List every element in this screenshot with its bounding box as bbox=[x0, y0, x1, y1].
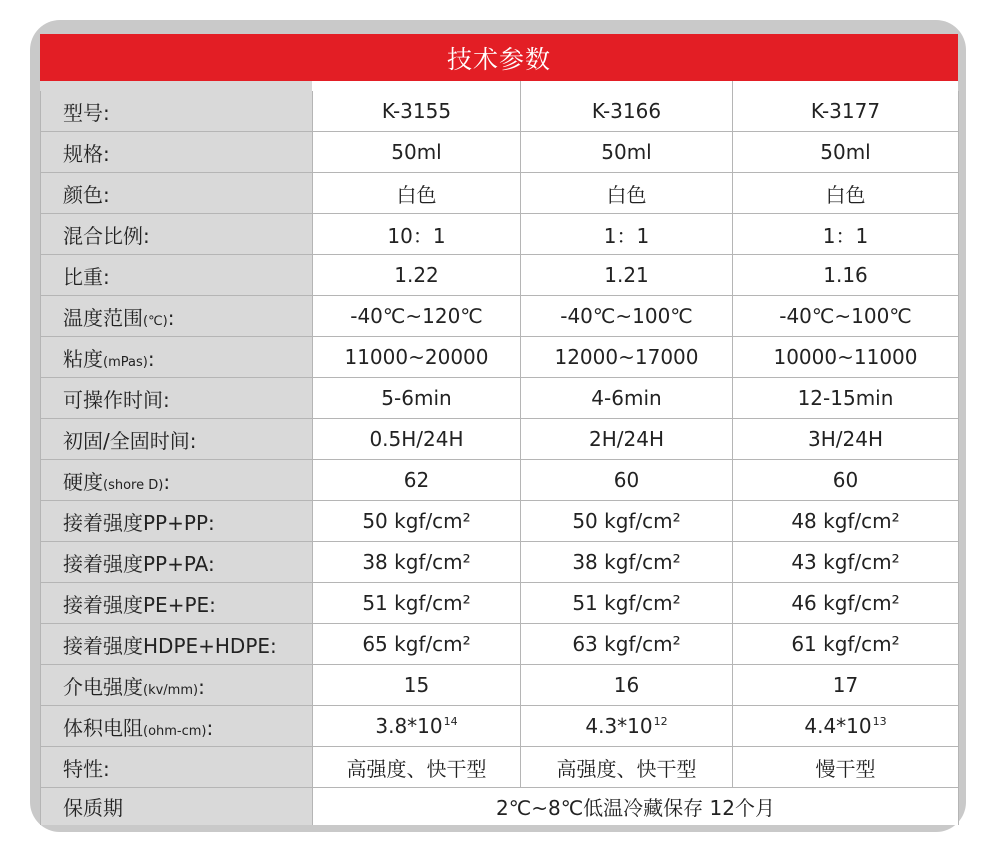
cell-value: 65 kgf/cm² bbox=[313, 624, 521, 665]
cell-value: 白色 bbox=[521, 173, 733, 214]
cell-value: 50 kgf/cm² bbox=[313, 501, 521, 542]
exponent: 14 bbox=[443, 715, 458, 728]
table-row bbox=[41, 501, 959, 542]
row-label: 温度范围(℃): bbox=[41, 296, 313, 337]
cell-value: 1.22 bbox=[313, 255, 521, 296]
table-row bbox=[41, 460, 959, 501]
cell-value: 12-15min bbox=[733, 378, 959, 419]
table-row bbox=[41, 378, 959, 419]
table-row bbox=[41, 132, 959, 173]
cell-value: 38 kgf/cm² bbox=[313, 542, 521, 583]
row-label: 特性: bbox=[41, 747, 313, 788]
cell-value: 51 kgf/cm² bbox=[313, 583, 521, 624]
cell-value: 1.21 bbox=[521, 255, 733, 296]
table-row bbox=[41, 542, 959, 583]
table-row bbox=[41, 419, 959, 460]
cell-value: 高强度、快干型 bbox=[521, 747, 733, 788]
row-label: 接着强度HDPE+HDPE: bbox=[41, 624, 313, 665]
model-name: K-3155 bbox=[313, 91, 521, 132]
cell-value: 46 kgf/cm² bbox=[733, 583, 959, 624]
cell-value: 4-6min bbox=[521, 378, 733, 419]
table-row bbox=[41, 214, 959, 255]
unit-label: (ohm-cm) bbox=[143, 723, 207, 739]
cell-value: 50ml bbox=[313, 132, 521, 173]
unit-label: (kv/mm) bbox=[143, 682, 199, 698]
cell-value: 50 kgf/cm² bbox=[521, 501, 733, 542]
row-label: 型号: bbox=[41, 91, 313, 132]
row-label: 初固/全固时间: bbox=[41, 419, 313, 460]
row-label: 接着强度PP+PP: bbox=[41, 501, 313, 542]
unit-label: (mPas) bbox=[103, 354, 148, 370]
cell-value: 白色 bbox=[733, 173, 959, 214]
cell-value: 60 bbox=[733, 460, 959, 501]
table-row-model bbox=[41, 91, 959, 132]
unit-label: (shore D) bbox=[103, 477, 164, 493]
cell-value: 48 kgf/cm² bbox=[733, 501, 959, 542]
cell-value: 50ml bbox=[521, 132, 733, 173]
cell-value: -40℃~100℃ bbox=[521, 296, 733, 337]
cell-value: 3H/24H bbox=[733, 419, 959, 460]
cell-value: 63 kgf/cm² bbox=[521, 624, 733, 665]
row-label: 混合比例: bbox=[41, 214, 313, 255]
cell-value: 60 bbox=[521, 460, 733, 501]
table-row-storage bbox=[41, 788, 959, 826]
table-row bbox=[41, 337, 959, 378]
cell-value: 51 kgf/cm² bbox=[521, 583, 733, 624]
cell-value: 16 bbox=[521, 665, 733, 706]
row-label: 保质期 bbox=[41, 788, 313, 826]
row-label: 比重: bbox=[41, 255, 313, 296]
row-label: 硬度(shore D): bbox=[41, 460, 313, 501]
row-label: 介电强度(kv/mm): bbox=[41, 665, 313, 706]
row-label: 接着强度PP+PA: bbox=[41, 542, 313, 583]
table-row bbox=[41, 583, 959, 624]
cell-value: -40℃~100℃ bbox=[733, 296, 959, 337]
row-label: 粘度(mPas): bbox=[41, 337, 313, 378]
cell-value: 11000~20000 bbox=[313, 337, 521, 378]
row-label: 颜色: bbox=[41, 173, 313, 214]
cell-value: 1：1 bbox=[521, 214, 733, 255]
table-row bbox=[41, 255, 959, 296]
page-title: 技术参数 bbox=[446, 44, 551, 74]
cell-value: $4.3*10^{12}$ bbox=[521, 706, 733, 747]
cell-value: 2H/24H bbox=[521, 419, 733, 460]
row-label: 体积电阻(ohm-cm): bbox=[41, 706, 313, 747]
table-row bbox=[41, 665, 959, 706]
cell-value: 15 bbox=[313, 665, 521, 706]
table-row bbox=[41, 747, 959, 788]
cell-value: 白色 bbox=[313, 173, 521, 214]
cell-value: 0.5H/24H bbox=[313, 419, 521, 460]
cell-value: 17 bbox=[733, 665, 959, 706]
header-gap bbox=[40, 81, 958, 91]
model-name: K-3177 bbox=[733, 91, 959, 132]
cell-value: 61 kgf/cm² bbox=[733, 624, 959, 665]
table-row bbox=[41, 173, 959, 214]
storage-value: 2℃~8℃低温冷藏保存 12个月 bbox=[313, 788, 959, 826]
cell-value: 10000~11000 bbox=[733, 337, 959, 378]
table-row bbox=[41, 706, 959, 747]
cell-value: -40℃~120℃ bbox=[313, 296, 521, 337]
cell-value: 5-6min bbox=[313, 378, 521, 419]
spec-table bbox=[40, 91, 959, 825]
title-bar bbox=[40, 34, 958, 81]
cell-value: 62 bbox=[313, 460, 521, 501]
cell-value: $4.4*10^{13}$ bbox=[733, 706, 959, 747]
row-label: 可操作时间: bbox=[41, 378, 313, 419]
cell-value: 慢干型 bbox=[733, 747, 959, 788]
table-row bbox=[41, 296, 959, 337]
cell-value: 1.16 bbox=[733, 255, 959, 296]
cell-value: 12000~17000 bbox=[521, 337, 733, 378]
cell-value: 50ml bbox=[733, 132, 959, 173]
cell-value: 43 kgf/cm² bbox=[733, 542, 959, 583]
cell-value: 10：1 bbox=[313, 214, 521, 255]
unit-label: (℃) bbox=[143, 313, 168, 329]
cell-value: $3.8*10^{14}$ bbox=[313, 706, 521, 747]
exponent: 12 bbox=[653, 715, 668, 728]
row-label: 接着强度PE+PE: bbox=[41, 583, 313, 624]
exponent: 13 bbox=[872, 715, 887, 728]
row-label: 规格: bbox=[41, 132, 313, 173]
cell-value: 1：1 bbox=[733, 214, 959, 255]
model-name: K-3166 bbox=[521, 91, 733, 132]
table-row bbox=[41, 624, 959, 665]
cell-value: 38 kgf/cm² bbox=[521, 542, 733, 583]
cell-value: 高强度、快干型 bbox=[313, 747, 521, 788]
